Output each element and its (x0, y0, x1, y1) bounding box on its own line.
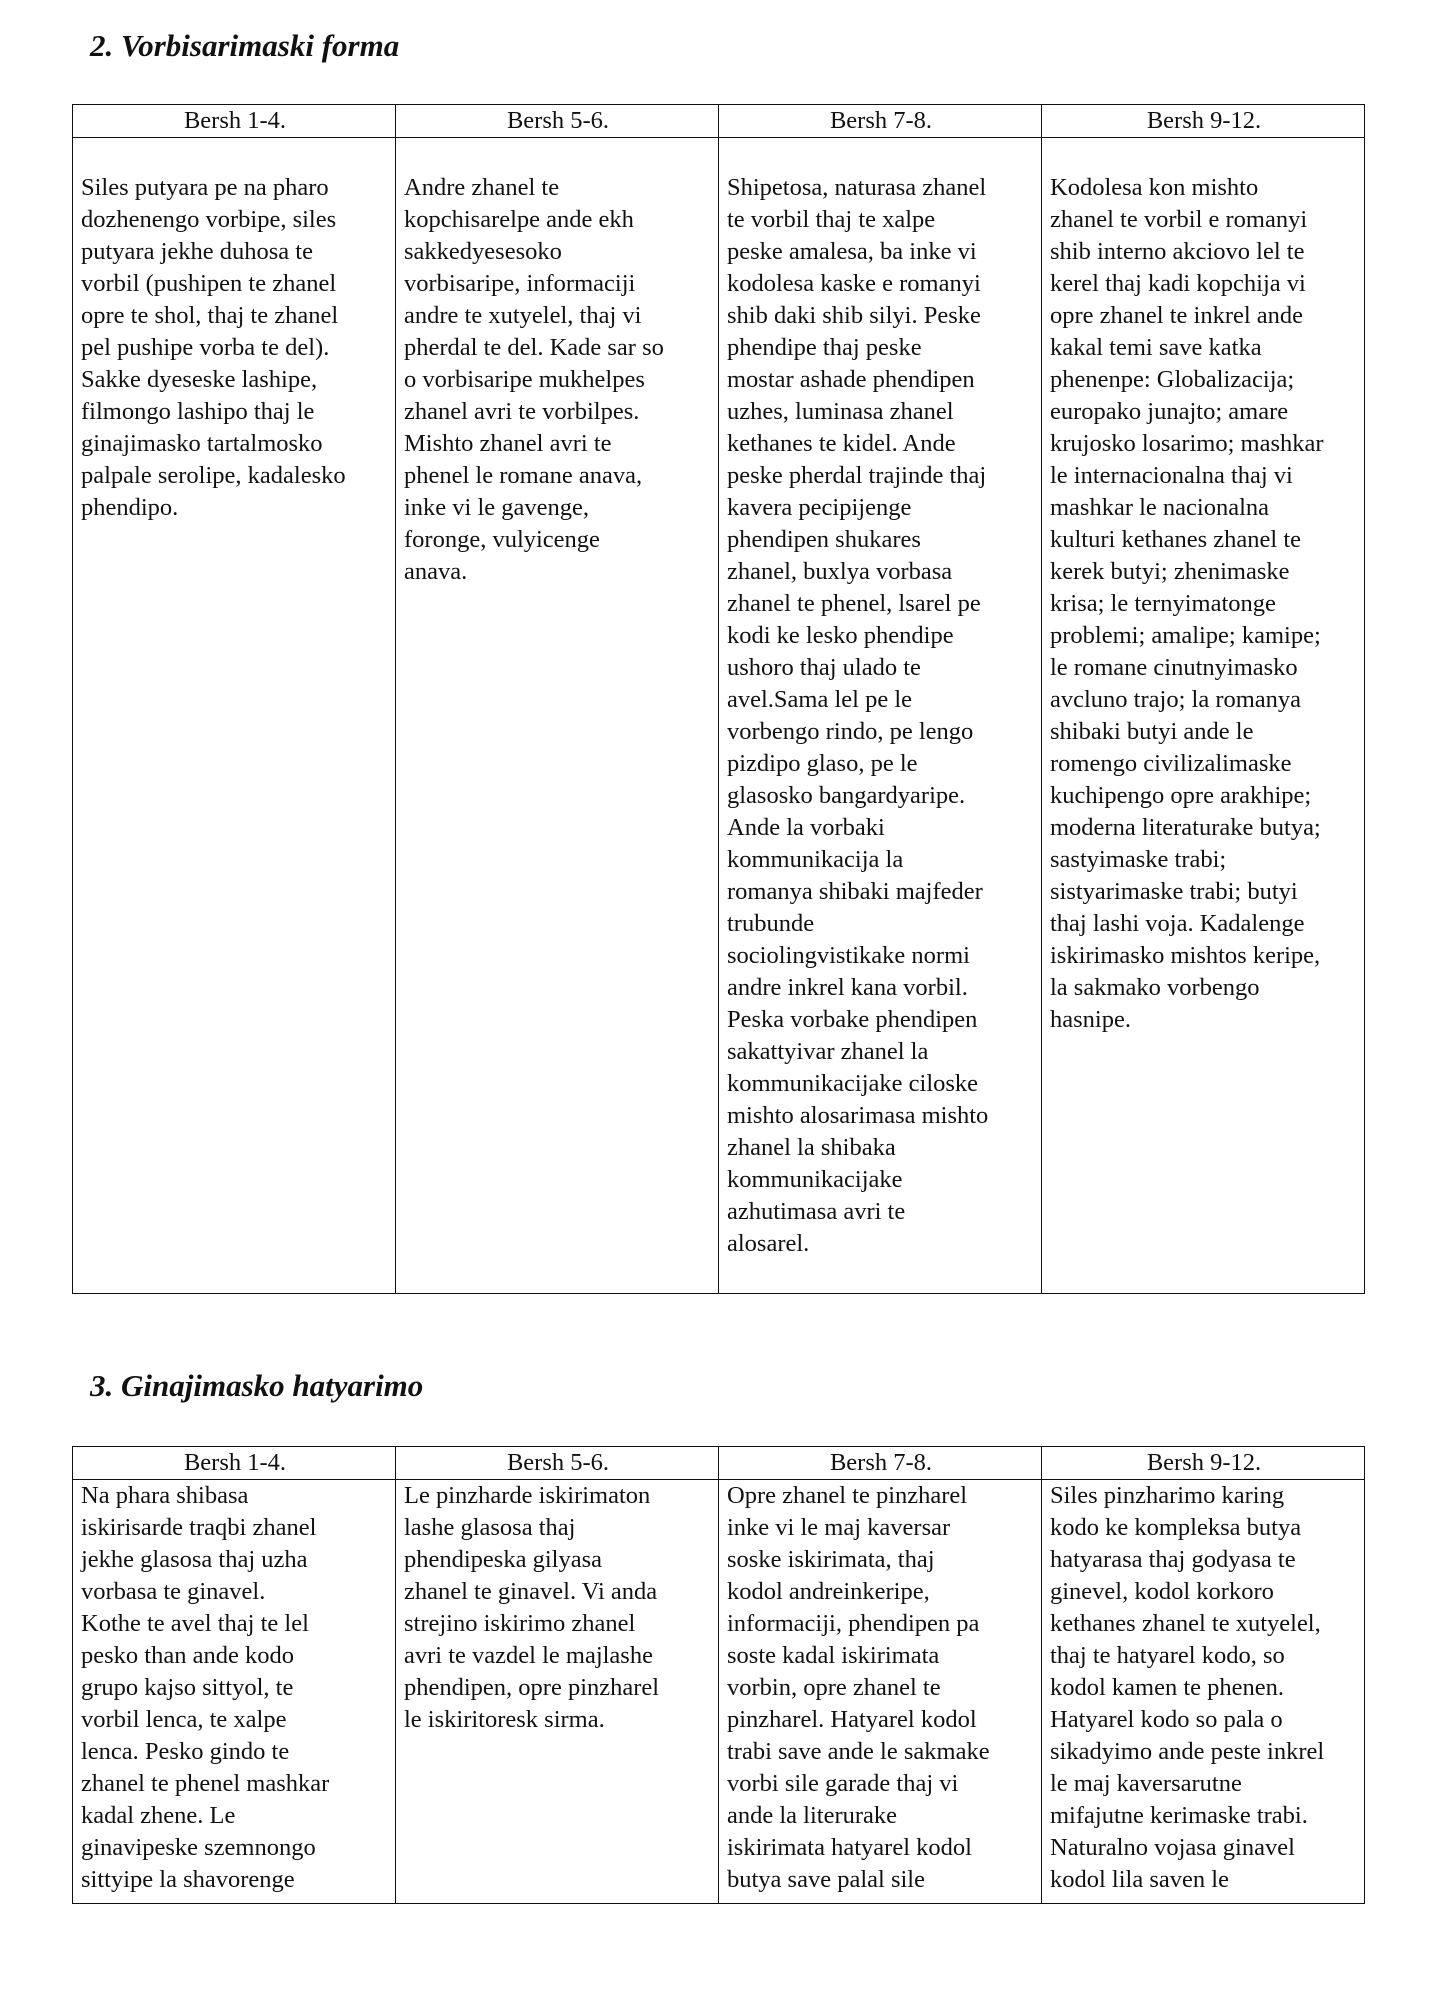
table-cell-grades-9-12 (1042, 138, 1365, 1294)
table-cell-grades-5-6 (396, 1480, 719, 1904)
column-header-grades-1-4: Bersh 1-4. (73, 105, 396, 138)
table-cell-grades-5-6 (396, 138, 719, 1294)
cell-text: Opre zhanel te pinzharel inke vi le maj kaversar soske iskirimata, thaj kodol andreinkeripe, informaciji, phendipen pa soste kadal iskirimata vorbin, opre zhanel te pinzharel. Hatyarel kodol trabi save ande le sakmake vorbi sile garade thaj vi ande la literurake iskirimata hatyarel kodol butya save palal sile (727, 1482, 990, 1893)
column-header-grades-9-12: Bersh 9-12. (1042, 105, 1365, 138)
column-header-grades-9-12: Bersh 9-12. (1042, 1447, 1365, 1480)
section-title-reading-comprehension: 3. Ginajimasko hatyarimo (90, 1368, 424, 1403)
column-header-grades-7-8: Bersh 7-8. (719, 105, 1042, 138)
table-cell-grades-7-8 (719, 138, 1042, 1294)
table-cell-grades-1-4 (73, 138, 396, 1294)
verbal-form-table (72, 104, 1365, 1294)
reading-comprehension-table (72, 1446, 1365, 1904)
cell-text: Andre zhanel te kopchisarelpe ande ekh sakkedyesesoko vorbisaripe, informaciji andre te xutyelel, thaj vi pherdal te del. Kade sar so o vorbisaripe mukhelpes zhanel avri te vorbilpes. Mishto zhanel avri te phenel le romane anava, inke vi le gavenge, foronge, vulyicenge anava. (404, 174, 664, 585)
cell-text: Shipetosa, naturasa zhanel te vorbil thaj te xalpe peske amalesa, ba inke vi kodolesa kaske e romanyi shib daki shib silyi. Peske phendipe thaj peske mostar ashade phendipen uzhes, luminasa zhanel kethanes te kidel. Ande peske pherdal trajinde thaj kavera pecipijenge phendipen shukares zhanel, buxlya vorbasa zhanel te phenel, lsarel pe kodi ke lesko phendipe ushoro thaj ulado te avel.Sama lel pe le vorbengo rindo, pe lengo pizdipo glaso, pe le glasosko bangardyaripe. Ande la vorbaki kommunikacija la romanya shibaki majfeder trubunde sociolingvistikake normi andre inkrel kana vorbil. Peska vorbake phendipen sakattyivar zhanel la kommunikacijake ciloske mishto alosarimasa mishto zhanel la shibaka kommunikacijake azhutimasa avri te alosarel. (727, 174, 989, 1257)
section-title-verbal-form: 2. Vorbisarimaski forma (90, 28, 400, 63)
table-cell-grades-1-4 (73, 1480, 396, 1904)
table-header-row (73, 1447, 1365, 1480)
column-header-grades-1-4: Bersh 1-4. (73, 1447, 396, 1480)
table-cell-grades-7-8 (719, 1480, 1042, 1904)
table-row (73, 138, 1365, 1294)
table-header-row (73, 105, 1365, 138)
column-header-grades-5-6: Bersh 5-6. (396, 105, 719, 138)
cell-text: Le pinzharde iskirimaton lashe glasosa thaj phendipeska gilyasa zhanel te ginavel. Vi anda strejino iskirimo zhanel avri te vazdel le majlashe phendipen, opre pinzharel le iskiritoresk sirma. (404, 1482, 660, 1733)
cell-text: Na phara shibasa iskirisarde traqbi zhanel jekhe glasosa thaj uzha vorbasa te ginavel. Kothe te avel thaj te lel pesko than ande kodo grupo kajso sittyol, te vorbil lenca, te xalpe lenca. Pesko gindo te zhanel te phenel mashkar kadal zhene. Le ginavipeske szemnongo sittyipe la shavorenge (81, 1482, 330, 1893)
table-cell-grades-9-12 (1042, 1480, 1365, 1904)
cell-text: Siles pinzharimo karing kodo ke kompleksa butya hatyarasa thaj godyasa te ginevel, kodol korkoro kethanes zhanel te xutyelel, thaj te hatyarel kodo, so kodol kamen te phenen. Hatyarel kodo so pala o sikadyimo ande peste inkrel le maj kaversarutne mifajutne kerimaske trabi. Naturalno vojasa ginavel kodol lila saven le (1050, 1482, 1325, 1893)
cell-text: Kodolesa kon mishto zhanel te vorbil e romanyi shib interno akciovo lel te kerel thaj kadi kopchija vi opre zhanel te inkrel ande kakal temi save katka phenenpe: Globalizacija; europako junajto; amare krujosko losarimo; mashkar le internacionalna thaj vi mashkar le nacionalna kulturi kethanes zhanel te kerek butyi; zhenimaske krisa; le ternyimatonge problemi; amalipe; kamipe; le romane cinutnyimasko avcluno trajo; la romanya shibaki butyi ande le romengo civilizalimaske kuchipengo opre arakhipe; moderna literaturake butya; sastyimaske trabi; sistyarimaske trabi; butyi thaj lashi voja. Kadalenge iskirimasko mishtos keripe, la sakmako vorbengo hasnipe. (1050, 174, 1324, 1033)
table-row (73, 1480, 1365, 1904)
column-header-grades-5-6: Bersh 5-6. (396, 1447, 719, 1480)
cell-text: Siles putyara pe na pharo dozhenengo vorbipe, siles putyara jekhe duhosa te vorbil (pushipen te zhanel opre te shol, thaj te zhanel pel pushipe vorba te del). Sakke dyeseske lashipe, filmongo lashipo thaj le ginajimasko tartalmosko palpale serolipe, kadalesko phendipo. (81, 174, 346, 521)
column-header-grades-7-8: Bersh 7-8. (719, 1447, 1042, 1480)
